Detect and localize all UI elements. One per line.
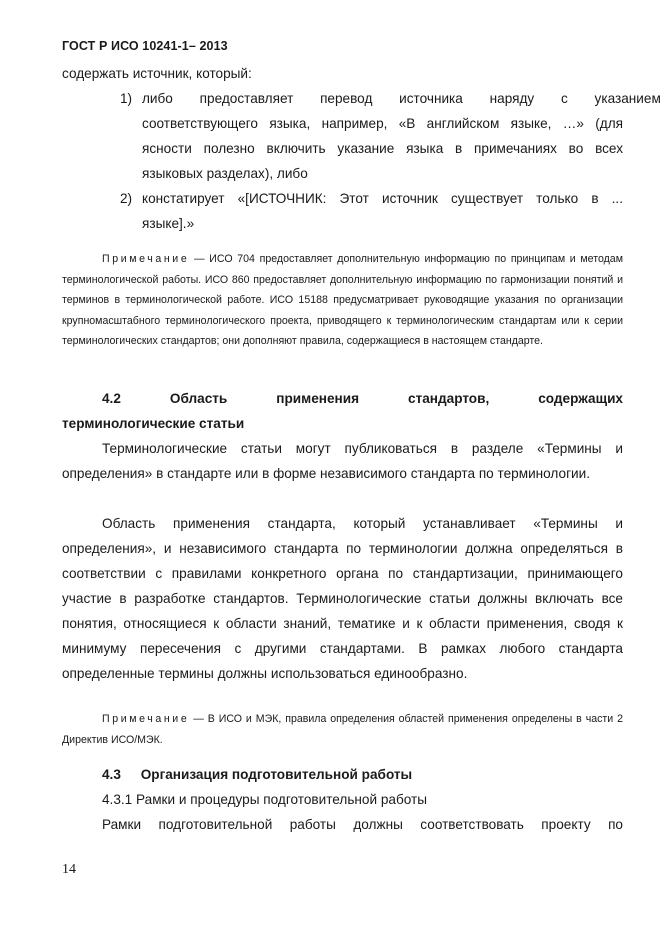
section-4-3-heading xyxy=(102,762,412,787)
list-item-1-line-4: языковых разделах), либо xyxy=(142,166,308,181)
section-4-3-paragraph: Рамки подготовительной работы должны соответствовать проекту по xyxy=(102,817,623,832)
note-1-dash: — xyxy=(194,253,205,265)
subsection-4-3-1-number: 4.3.1 xyxy=(102,792,133,807)
note-2-label: Примечание xyxy=(102,713,190,725)
section-4-2-heading xyxy=(102,386,623,411)
note-1 xyxy=(62,249,623,352)
subsection-4-3-1-title: Рамки и процедуры подготовительной работы xyxy=(136,792,428,807)
section-4-2-number: 4.2 xyxy=(102,391,121,406)
list-item-1-line-1-text: либо предоставляет перевод источника наряду с указанием xyxy=(142,91,661,106)
list-item-2-line-1: констатирует «[ИСТОЧНИК: Этот источник существует только в ... xyxy=(142,191,623,206)
section-4-3-title: Организация подготовительной работы xyxy=(140,767,413,782)
note-1-text: ИСО 704 предоставляет дополнительную информацию по принципам и методам терминологической работы. ИСО 860 предоставляет дополнительную информацию по гармонизации понятий и терминов в терминологической работе. ИСО 15188 предусматривает руководящие указания по организации крупномасштабного терминологического проекта, приводящего к терминологическим стандартам или к серии терминологических стандартов; они дополняют правила, содержащиеся в настоящем стандарте. xyxy=(62,253,623,347)
note-1-label: Примечание xyxy=(102,253,190,265)
intro-text: содержать источник, который: xyxy=(62,66,252,81)
note-2-text: В ИСО и МЭК, правила определения областей применения определены в части 2 Директив ИСО/МЭК. xyxy=(62,713,623,746)
document-code-header: ГОСТ Р ИСО 10241-1– 2013 xyxy=(62,39,228,53)
list-item-1-line-3: ясности полезно включить указание языка в примечаниях во всех xyxy=(142,141,623,156)
list-item-2-line-2: языке].» xyxy=(142,216,195,231)
section-4-2-paragraph-1: Терминологические статьи могут публиковаться в разделе «Термины и определения» в стандарте или в форме независимого стандарта по терминологии. xyxy=(62,441,623,481)
section-4-2-title-word-4: содержащих xyxy=(538,391,623,406)
list-item-1-line-1 xyxy=(142,86,661,111)
section-4-2-paragraph-2: Область применения стандарта, который устанавливает «Термины и определения», и независимого стандарта по терминологии должна определяться в соответствии с правилами конкретного органа по стандартизации, принимающего участие в разработке стандартов. Терминологические статьи должны включать все понятия, относящиеся к области знаний, тематике и к области применения, сводя к минимуму пересечения с другими стандартами. В рамках любого стандарта определенные термины должны использоваться единообразно. xyxy=(62,516,623,681)
section-4-2-title-line-2: терминологические статьи xyxy=(62,416,245,431)
note-2 xyxy=(62,709,623,750)
section-4-2-title-word-2: применения xyxy=(276,391,360,406)
note-2-dash: — xyxy=(193,713,204,725)
section-4-2-title-word-1: Область xyxy=(169,391,228,406)
section-4-3-number: 4.3 xyxy=(102,767,121,782)
list-item-1-number: 1) xyxy=(120,91,133,106)
list-item-1-line-2: соответствующего языка, например, «В английском языке, …» (для xyxy=(142,116,623,131)
section-4-2-title-word-3: стандартов, xyxy=(408,391,490,406)
list-item-2-number: 2) xyxy=(120,191,133,206)
page-number: 14 xyxy=(62,862,76,877)
subsection-4-3-1-heading xyxy=(102,787,427,812)
